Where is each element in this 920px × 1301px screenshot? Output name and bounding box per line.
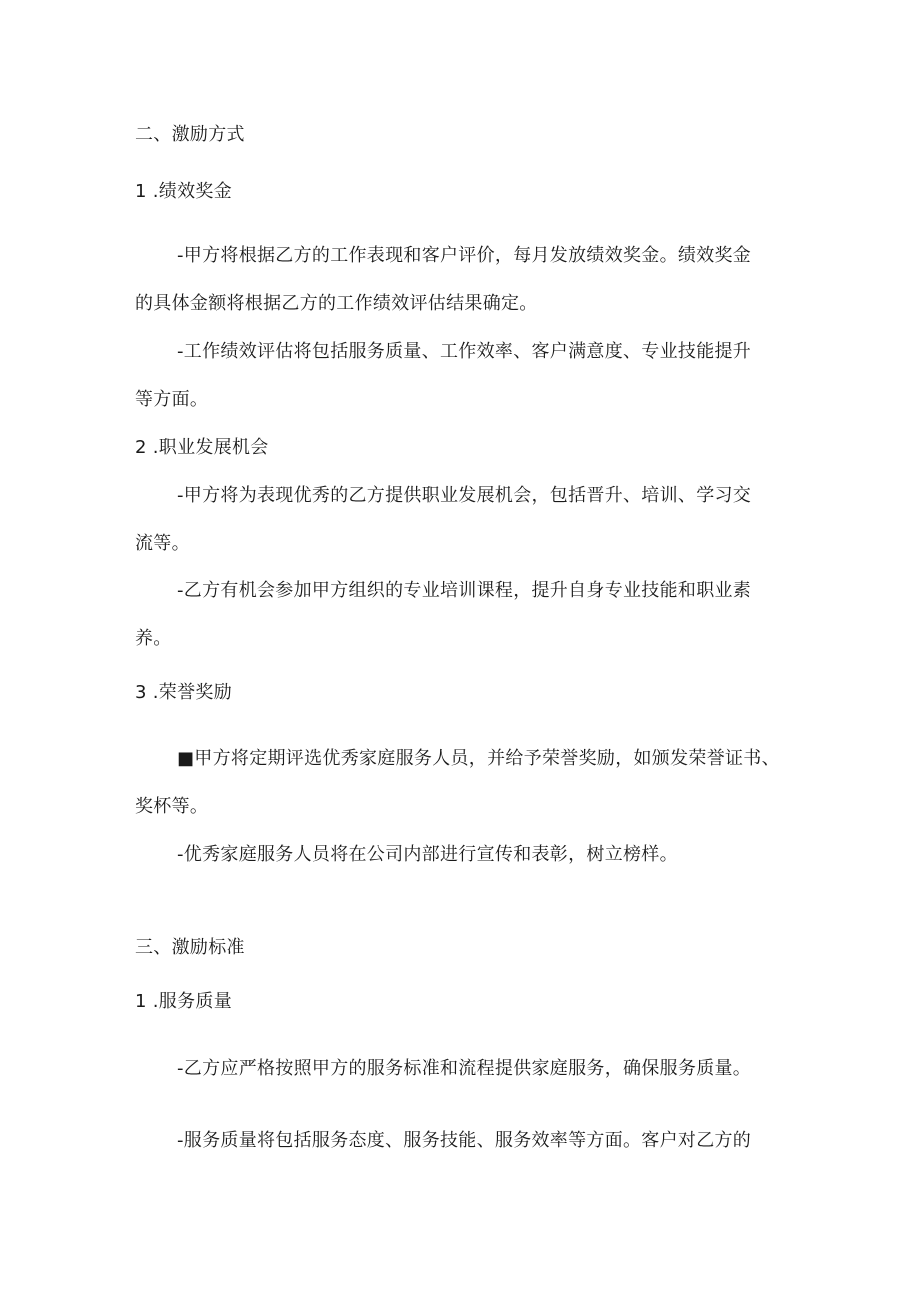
paragraph-line: -甲方将为表现优秀的乙方提供职业发展机会，包括晋升、培训、学习交 (177, 485, 752, 506)
paragraph-line: 的具体金额将根据乙方的工作绩效评估结果确定。 (135, 293, 538, 314)
paragraph-line: -工作绩效评估将包括服务质量、工作效率、客户满意度、专业技能提升 (177, 341, 752, 362)
section-heading: 二、激励方式 (135, 124, 245, 145)
section-heading: 三、激励标准 (135, 937, 245, 958)
paragraph-line: -服务质量将包括服务态度、服务技能、服务效率等方面。客户对乙方的 (177, 1130, 752, 1151)
item-title: 1 .服务质量 (135, 991, 232, 1012)
item-title: 1 .绩效奖金 (135, 181, 232, 202)
paragraph-line: 奖杯等。 (135, 796, 209, 817)
item-title: 2 .职业发展机会 (135, 437, 269, 458)
item-title: 3 .荣誉奖励 (135, 682, 232, 703)
paragraph-line: 流等。 (135, 533, 190, 554)
paragraph-line: -乙方应严格按照甲方的服务标准和流程提供家庭服务，确保服务质量。 (177, 1058, 752, 1079)
paragraph-line: -优秀家庭服务人员将在公司内部进行宣传和表彰，树立榜样。 (177, 844, 678, 865)
paragraph-line: 养。 (135, 628, 172, 649)
paragraph-line: 等方面。 (135, 389, 209, 410)
paragraph-line: ■甲方将定期评选优秀家庭服务人员，并给予荣誉奖励，如颁发荣誉证书、 (177, 748, 780, 769)
paragraph-line: -乙方有机会参加甲方组织的专业培训课程，提升自身专业技能和职业素 (177, 580, 752, 601)
paragraph-line: -甲方将根据乙方的工作表现和客户评价，每月发放绩效奖金。绩效奖金 (177, 245, 752, 266)
